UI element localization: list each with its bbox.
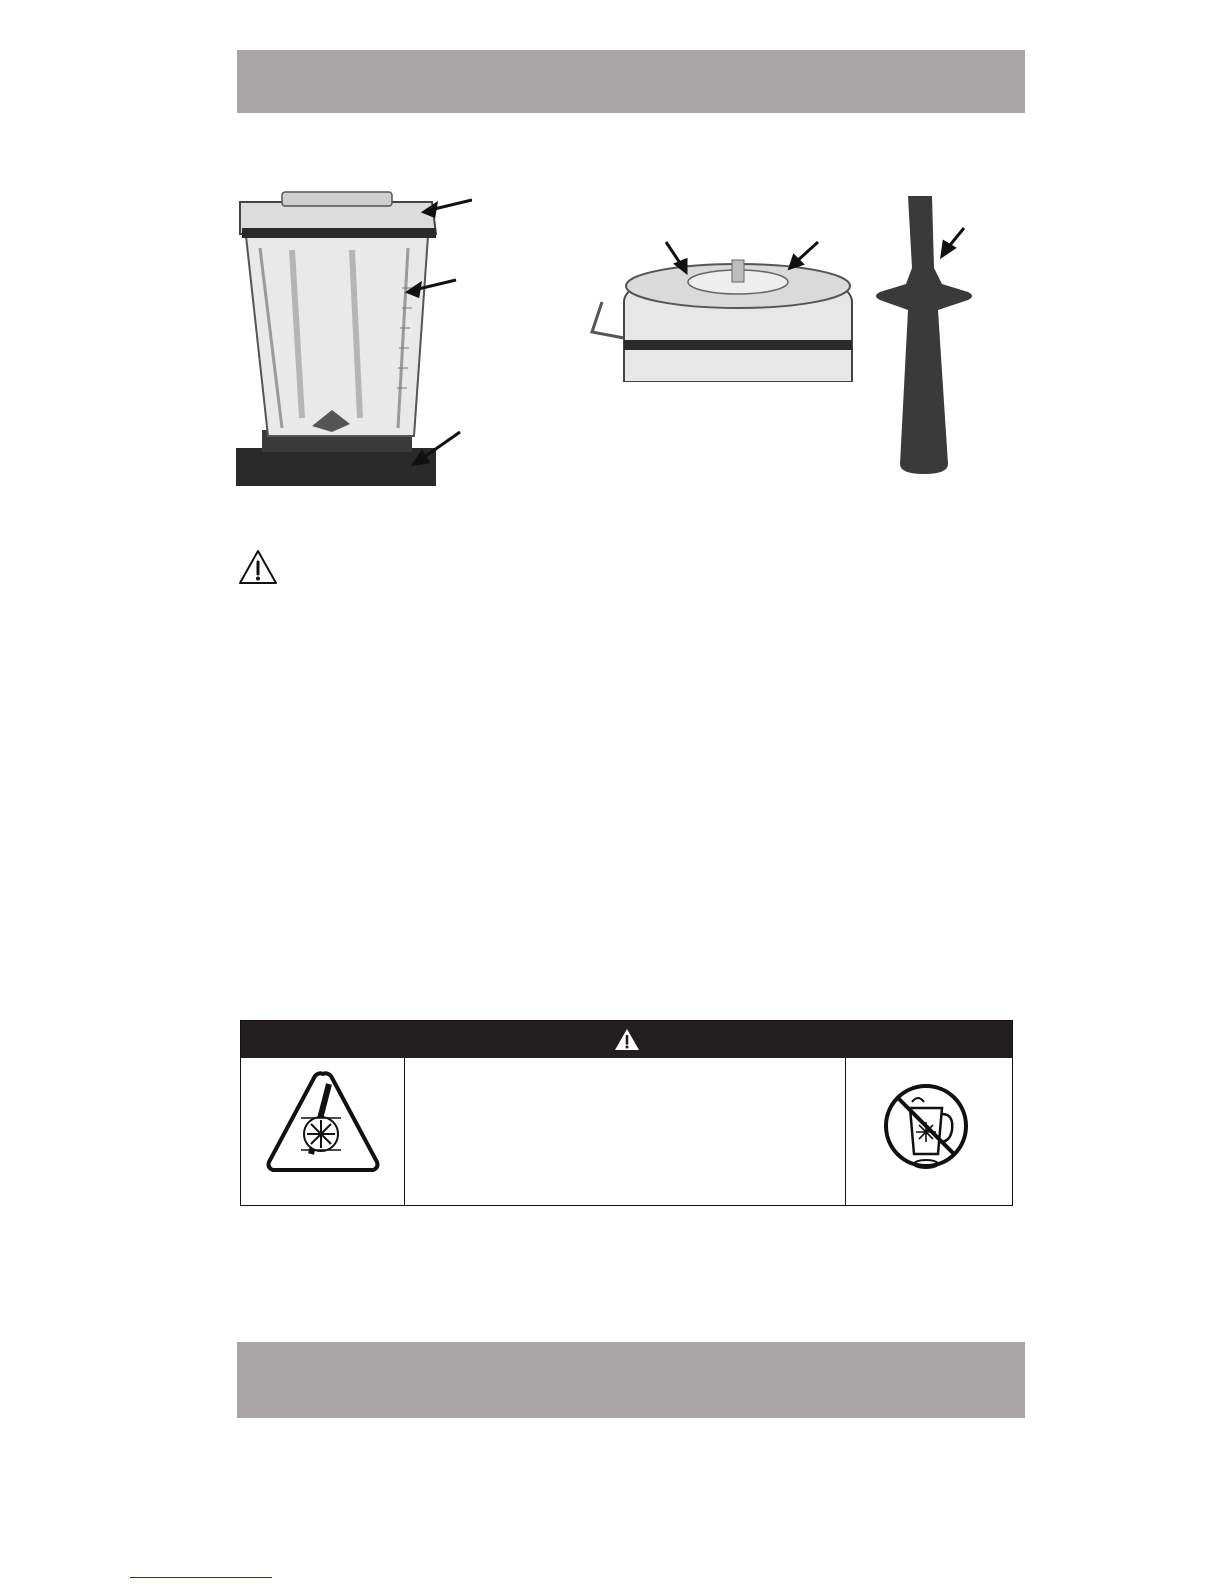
caution-triangle-icon [237, 548, 279, 586]
warning-cell-right [846, 1058, 1012, 1205]
no-hand-in-container-icon [846, 1058, 1012, 1207]
lid-photo [588, 222, 888, 382]
container-photo [232, 178, 472, 496]
footer-band [237, 1342, 1025, 1418]
warning-header-bar [241, 1021, 1012, 1058]
warning-table [240, 1020, 1013, 1206]
header-band [237, 50, 1025, 113]
warning-header-icon [614, 1028, 640, 1051]
tamper-photo [872, 188, 982, 488]
warning-cell-text [405, 1058, 846, 1205]
blade-hazard-icon [241, 1058, 405, 1207]
footer-link-underline[interactable] [130, 1577, 272, 1578]
warning-text [405, 1058, 845, 1086]
warning-cell-left [241, 1058, 405, 1205]
